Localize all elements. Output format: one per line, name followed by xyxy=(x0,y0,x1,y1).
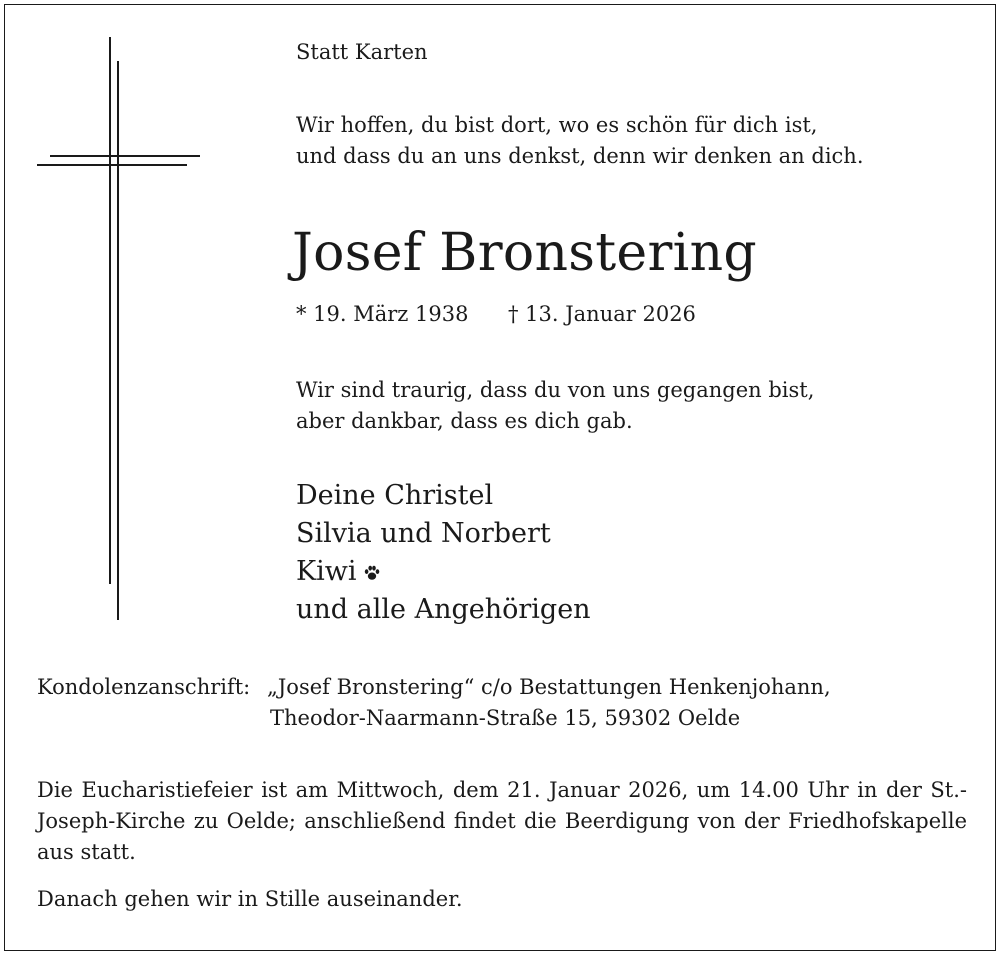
deceased-name: Josef Bronstering xyxy=(292,223,757,283)
farewell-line-1: Wir sind traurig, dass du von uns gegangen bist, xyxy=(296,378,815,402)
farewell-line-2: aber dankbar, dass es dich gab. xyxy=(296,409,633,433)
cross-horizontal-line xyxy=(37,164,187,166)
family-line-1: Deine Christel xyxy=(296,480,494,511)
family-line-3 xyxy=(296,553,381,591)
condolence-address-line-2: Theodor-Naarmann-Straße 15, 59302 Oelde xyxy=(270,706,741,730)
closing-line: Danach gehen wir in Stille auseinander. xyxy=(37,887,463,911)
statt-karten-label: Statt Karten xyxy=(296,40,428,64)
verse-line-1: Wir hoffen, du bist dort, wo es schön für dich ist, xyxy=(296,113,818,137)
verse-line-2: und dass du an uns denkst, denn wir denken an dich. xyxy=(296,144,864,168)
cross-vertical-line xyxy=(117,61,119,620)
family-line-2: Silvia und Norbert xyxy=(296,518,551,549)
cross-vertical-line xyxy=(109,37,111,584)
condolence-address-line-1: „Josef Bronstering“ c/o Bestattungen Henkenjohann, xyxy=(267,675,831,699)
birth-date: * 19. März 1938 xyxy=(296,302,469,326)
family-line-3-text: Kiwi xyxy=(296,556,357,587)
death-date: † 13. Januar 2026 xyxy=(508,302,696,326)
cross-horizontal-line xyxy=(50,155,200,157)
condolence-label: Kondolenzanschrift: xyxy=(37,675,251,699)
family-line-4: und alle Angehörigen xyxy=(296,594,591,625)
paw-print-icon xyxy=(363,564,381,582)
service-paragraph: Die Eucharistiefeier ist am Mittwoch, dem 21. Januar 2026, um 14.00 Uhr in der St.-Joseph-Kirche zu Oelde; anschließend findet die Beerdigung von der Friedhofskapelle aus statt. xyxy=(37,778,967,864)
